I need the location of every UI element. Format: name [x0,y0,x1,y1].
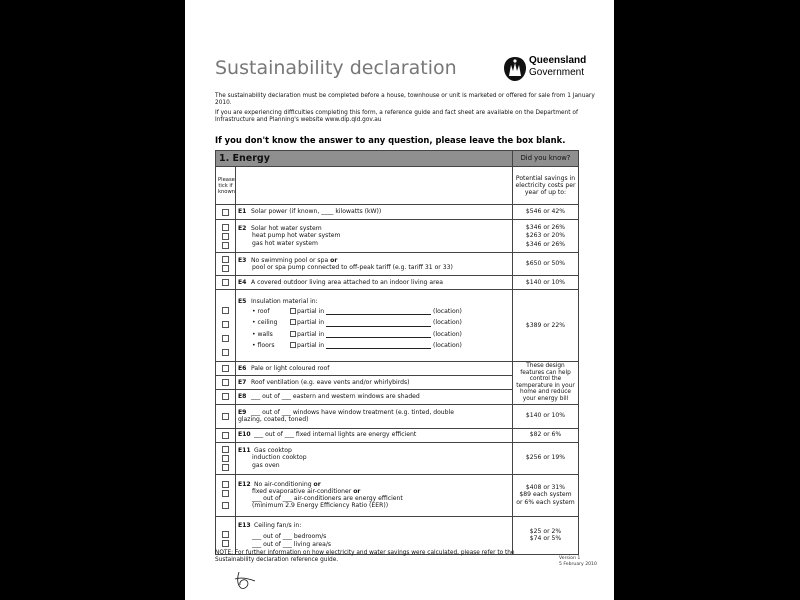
question-code: E10 [238,431,251,439]
location-input-floors[interactable] [326,343,431,349]
checkbox-e2-gas[interactable] [222,242,229,249]
saving-e13-bedroom: $25 or 2% [529,527,562,535]
saving-e12-no-ac: $408 or 31% [525,484,566,492]
question-text-e9-cont: glazing, coated, toned) [238,416,309,424]
checkbox-e12-efficient[interactable] [222,502,229,509]
footnote: NOTE: For further information on how electricity and water savings were calculated, please refer to the Sustainability declaration reference guide. [215,550,515,563]
did-you-know-header: Did you know? [513,151,579,167]
checkbox-e11-induction[interactable] [222,455,229,462]
table-row-e4 [216,276,579,290]
saving-e10: $82 or 6% [513,428,579,442]
table-row-e13 [216,516,579,554]
question-code: E2 [238,225,247,233]
checkbox-e12-no-ac[interactable] [222,481,229,488]
table-row-e10 [216,428,579,442]
table-row-e9 [216,404,579,428]
saving-e3: $650 or 50% [513,253,579,276]
question-text-e11-gas-cooktop: Gas cooktop [254,447,292,455]
checkbox-e1[interactable] [222,209,229,216]
insulation-row-ceiling: • ceiling partial in (location) [252,319,462,327]
checkbox-e5-ceiling-partial[interactable] [290,319,296,325]
question-code: E11 [238,447,251,455]
question-text-e4: A covered outdoor living area attached to an indoor living area [251,278,443,286]
location-input-walls[interactable] [326,332,431,338]
question-code: E12 [238,480,251,488]
table-row-e11 [216,442,579,474]
checkbox-e5-ceiling[interactable] [222,321,229,328]
checkbox-e13-bedroom[interactable] [222,531,229,538]
insulation-row-walls: • walls partial in (location) [252,330,462,338]
queensland-government-logo [503,54,603,86]
checkbox-e11-gas-oven[interactable] [222,464,229,471]
version-date: 5 February 2010 [559,562,597,567]
saving-e12-each: $89 each system [519,491,572,499]
logo-line-queensland: Queensland [529,55,587,66]
question-text-e12-efficient: ___ out of ___ air-conditioners are energy efficient [252,495,403,503]
question-text-e6: Pale or light coloured roof [251,364,330,372]
question-text-e12-eer: (minimum 2.9 Energy Efficiency Ratio (EER)) [252,502,389,510]
question-text-e2-gas: gas hot water system [252,239,318,247]
question-text-e3-off-peak: pool or spa pump connected to off-peak tariff (e.g. tariff 31 or 33) [252,264,453,271]
saving-e1: $546 or 42% [513,205,579,220]
location-input-ceiling[interactable] [326,321,431,327]
checkbox-e7[interactable] [222,379,229,386]
question-text-e13-living: ___ out of ___ living area/s [252,540,332,548]
checkbox-e2-solar[interactable] [222,224,229,231]
tick-column-header: Please tick if known [216,167,236,205]
checkbox-e6[interactable] [222,365,229,372]
checkbox-e5-walls[interactable] [222,335,229,342]
energy-table [215,150,579,555]
version-number: Version 1 [559,556,581,561]
logo-line-government: Government [529,67,585,78]
saving-e12-each-pct: or 6% each system [516,498,575,506]
question-code: E5 [238,297,247,305]
location-input-roof[interactable] [326,309,431,315]
question-text-e13: Ceiling fan/s in: [254,522,302,530]
question-text-e11-gas-oven: gas oven [252,461,280,469]
column-header-row [216,167,579,205]
blank-box-instruction: If you don't know the answer to any question, please leave the box blank. [215,135,566,145]
section-header-row [216,151,579,167]
table-row-e5 [216,290,579,362]
intro-text [215,93,595,126]
page-title: Sustainability declaration [215,57,457,79]
question-text-e1: Solar power (if known, ____ kilowatts (kW)) [251,208,382,216]
question-code: E6 [238,364,247,372]
section-title: 1. Energy [216,151,513,167]
table-row-e1 [216,205,579,220]
question-code: E8 [238,393,247,401]
saving-e5: $389 or 22% [513,290,579,362]
saving-e2-gas: $346 or 26% [525,240,566,248]
question-text-e9: ___ out of ___ windows have window treatment (e.g. tinted, double [251,408,454,416]
question-text-e8: ___ out of ___ eastern and western windows are shaded [251,393,420,401]
saving-e11: $256 or 19% [513,442,579,474]
or-label: or [353,487,361,495]
checkbox-e4[interactable] [222,279,229,286]
question-text-e5: Insulation material in: [251,297,318,305]
question-text-e11-induction: induction cooktop [252,454,307,462]
checkbox-e5-floors[interactable] [222,349,229,356]
question-code: E4 [238,278,247,286]
checkbox-e3-no-pool[interactable] [222,256,229,263]
design-features-note: These design features can help control the temperature in your home and reduce your energy bill [513,362,579,405]
checkbox-e11-gas-cooktop[interactable] [222,446,229,453]
question-text-e7: Roof ventilation (e.g. eave vents and/or whirlybirds) [251,379,410,387]
checkbox-e9[interactable] [222,413,229,420]
or-label: or [313,480,321,488]
saving-e4: $140 or 10% [513,276,579,290]
queensland-crest-icon [503,56,527,82]
question-code: E13 [238,522,251,530]
checkbox-e5-roof-partial[interactable] [290,308,296,314]
insulation-row-floors: • floors partial in (location) [252,341,462,349]
saving-e13-living: $74 or 5% [529,535,562,543]
question-text-e10: ___ out of ___ fixed internal lights are energy efficient [254,431,417,439]
intro-paragraph-1: The sustainability declaration must be completed before a house, townhouse or unit is marketed or offered for sale from 1 January 2010. [215,93,595,107]
question-code: E7 [238,379,247,387]
table-row-e2 [216,220,579,253]
question-text-e12-no-ac: No air-conditioning [254,480,312,488]
checkbox-e3-off-peak[interactable] [222,265,229,272]
saving-e2-heat-pump: $263 or 20% [525,232,566,240]
question-text-e12-evaporative: fixed evaporative air-conditioner [252,487,352,495]
saving-e2-solar: $346 or 26% [525,224,566,232]
savings-column-header: Potential savings in electricity costs per year of up to: [513,167,579,205]
version-info [559,556,599,568]
question-code: E1 [238,208,247,216]
table-row-e6 [216,362,579,376]
question-text-e3-no-pool: No swimming pool or spa [251,256,329,264]
question-text-e2-heat-pump: heat pump hot water system [252,232,341,240]
intro-paragraph-2: If you are experiencing difficulties completing this form, a reference guide and fact sheet are available on the Department of Infrastructure and Planning's website www.dip.qld.gov.au [215,109,579,123]
saving-e9: $140 or 10% [513,404,579,428]
table-row-e3 [216,253,579,276]
checkbox-e10[interactable] [222,432,229,439]
initials-mark [233,569,259,591]
checkbox-e8[interactable] [222,393,229,400]
insulation-row-roof: • roof partial in (location) [252,308,462,316]
checkbox-e12-evaporative[interactable] [222,490,229,497]
checkbox-e5-walls-partial[interactable] [290,331,296,337]
question-code: E3 [238,256,247,264]
checkbox-e5-floors-partial[interactable] [290,342,296,348]
table-row-e12 [216,474,579,516]
question-text-e2-solar: Solar hot water system [251,225,322,233]
or-label: or [330,256,338,264]
checkbox-e5-roof[interactable] [222,307,229,314]
question-code: E9 [238,408,247,416]
checkbox-e13-living[interactable] [222,540,229,547]
question-text-e13-bedroom: ___ out of ___ bedroom/s [252,533,327,541]
form-page [185,0,614,600]
checkbox-e2-heat-pump[interactable] [222,233,229,240]
